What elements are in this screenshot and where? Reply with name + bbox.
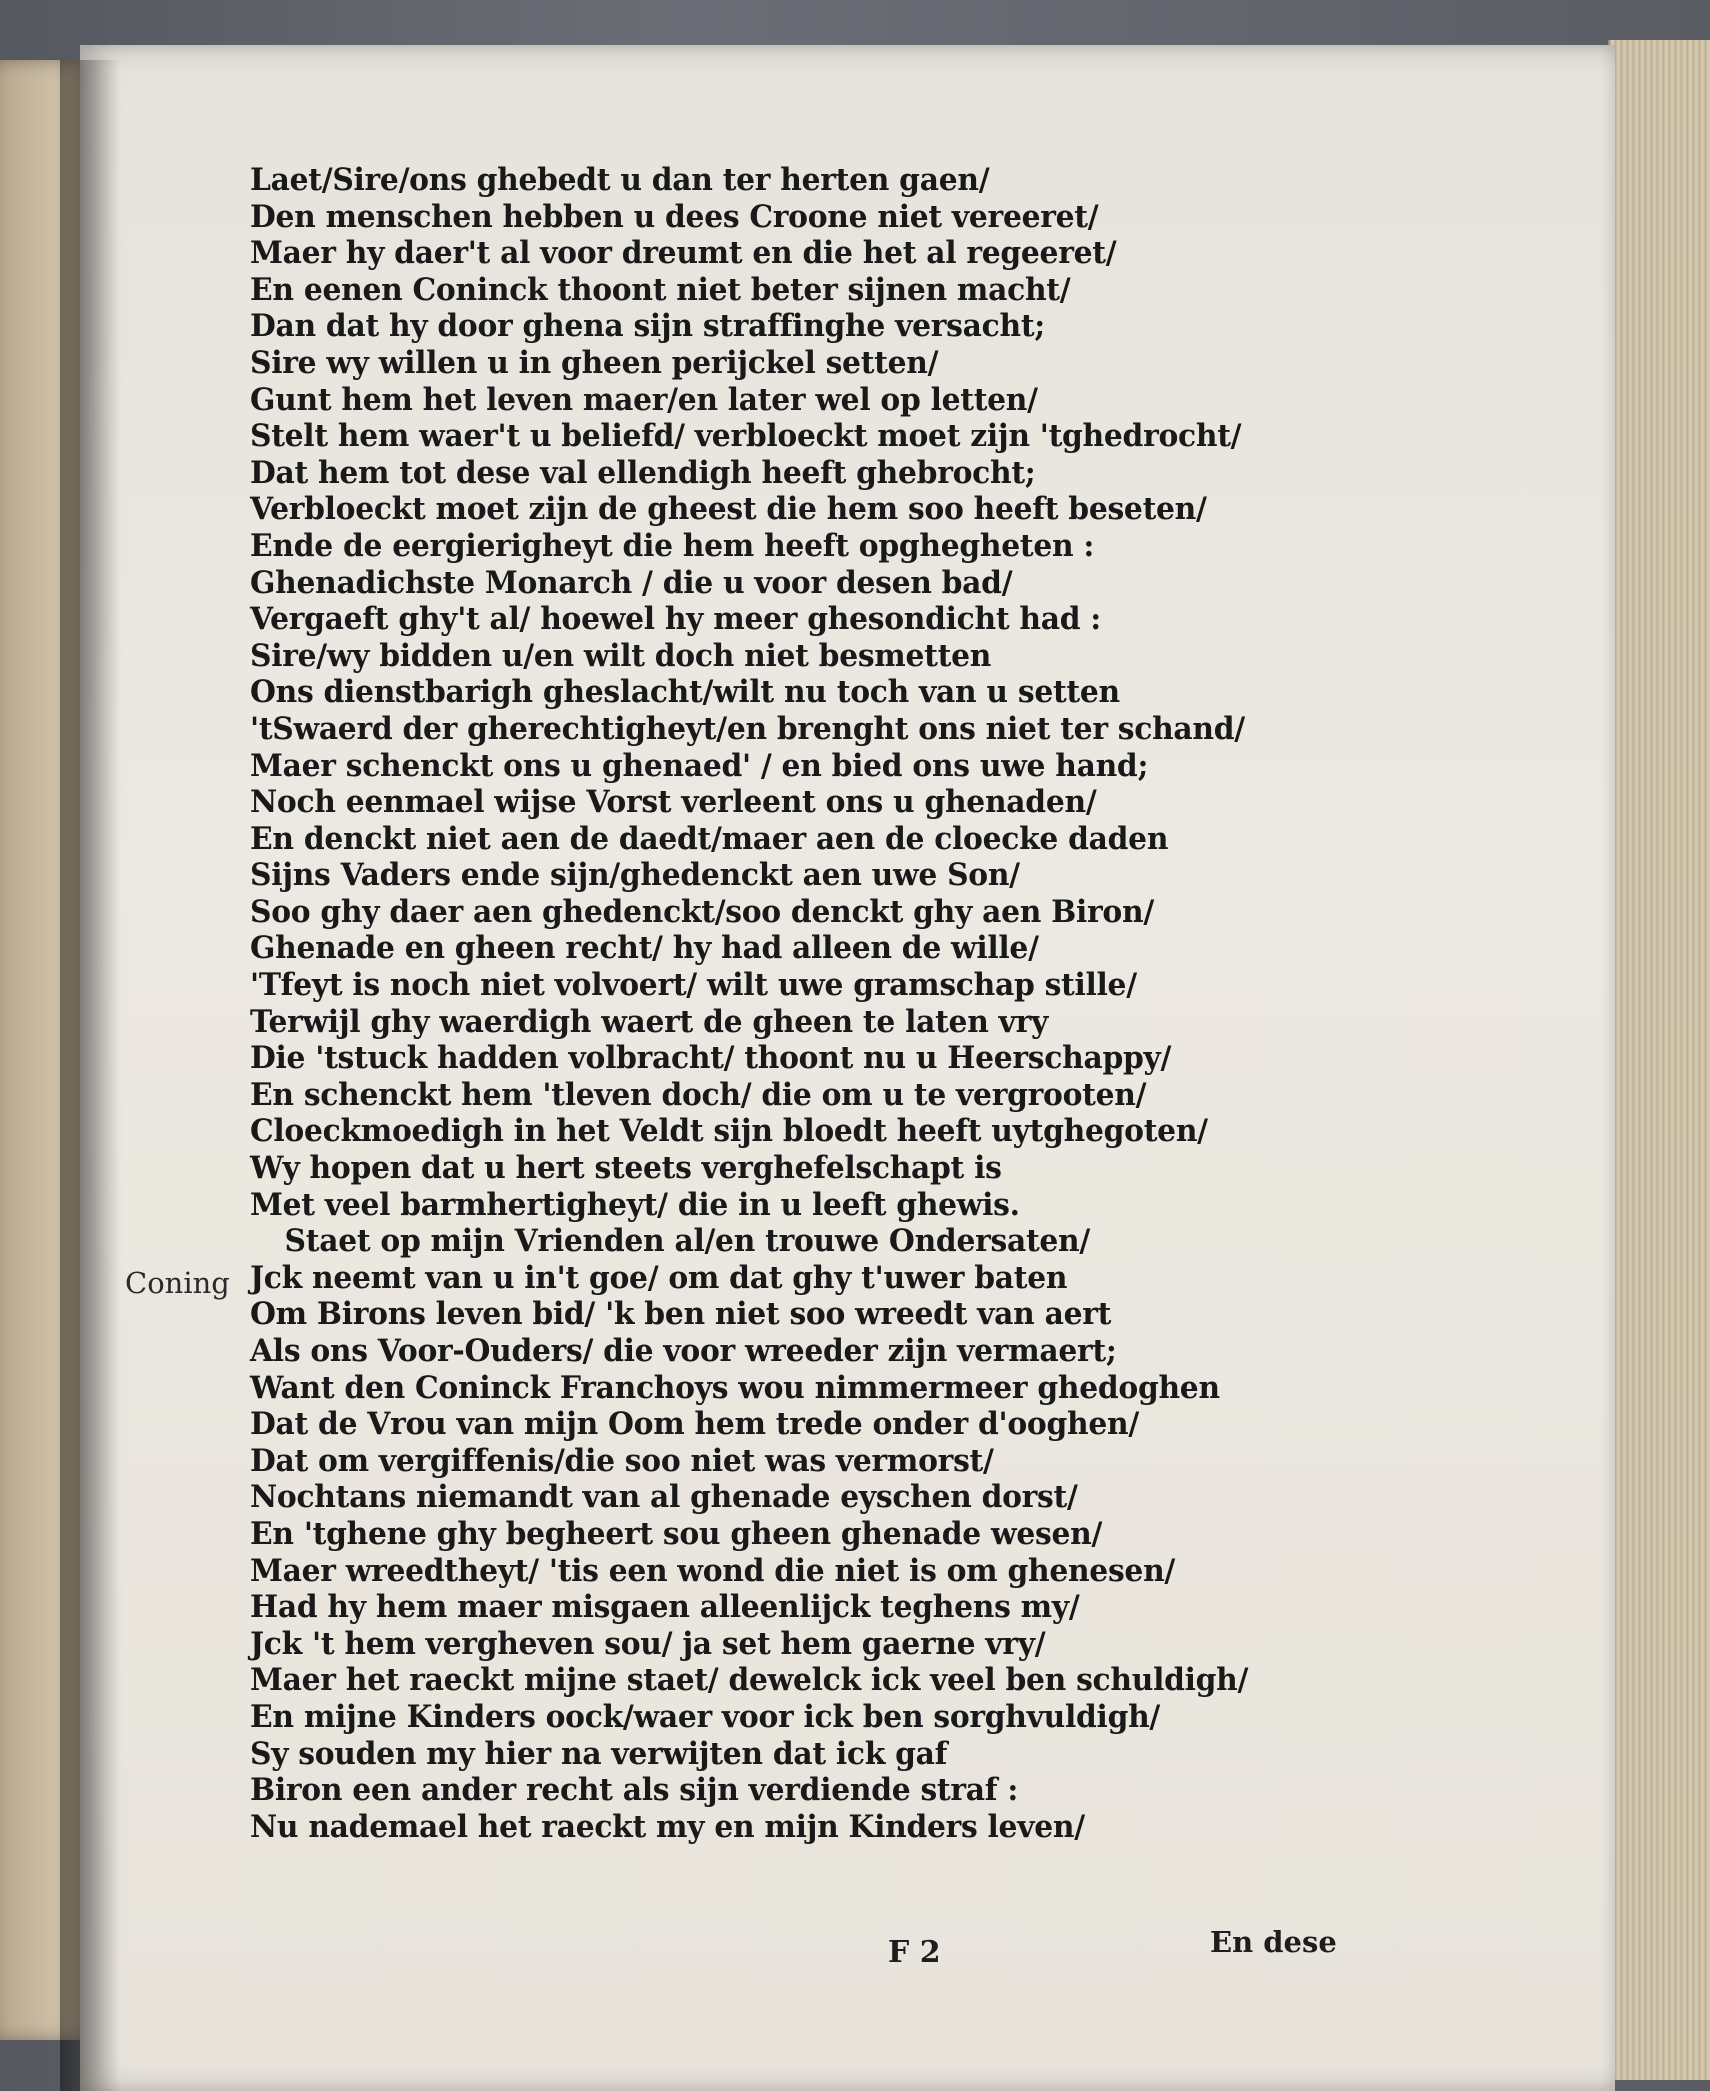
verse-line: Gunt hem het leven maer/en later wel op letten/ — [250, 381, 1038, 418]
verse-line: Maer hy daer't al voor dreumt en die het al regeeret/ — [250, 235, 1117, 272]
verse-line: Noch eenmael wijse Vorst verleent ons u ghenaden/ — [250, 784, 1097, 821]
verse-line: Cloeckmoedigh in het Veldt sijn bloedt heeft uytghegoten/ — [250, 1113, 1208, 1150]
verse-line: Dat om vergiffenis/die soo niet was vermorst/ — [250, 1442, 994, 1479]
verse-line: Maer wreedtheyt/ 'tis een wond die niet is om ghenesen/ — [250, 1552, 1176, 1589]
verse-line: Sy souden my hier na verwijten dat ick gaf — [250, 1735, 948, 1772]
verse-line: Dat de Vrou van mijn Oom hem trede onder d'ooghen/ — [250, 1406, 1139, 1443]
verse-line: Want den Coninck Franchoys wou nimmermeer ghedoghen — [250, 1369, 1220, 1406]
speaker-label: Coning — [125, 1266, 230, 1300]
spine-shadow — [60, 60, 120, 2091]
verse-line: Ghenade en gheen recht/ hy had alleen de wille/ — [250, 930, 1039, 967]
verse-line: En eenen Coninck thoont niet beter sijnen macht/ — [250, 271, 1071, 308]
verse-line: Den menschen hebben u dees Croone niet vereeret/ — [250, 198, 1099, 235]
verse-line: En mijne Kinders oock/waer voor ick ben sorghvuldigh/ — [250, 1698, 1161, 1735]
verse-line: Dat hem tot dese val ellendigh heeft ghebrocht; — [250, 454, 1036, 491]
verse-line: Nochtans niemandt van al ghenade eyschen dorst/ — [250, 1479, 1078, 1516]
verse-line: Sijns Vaders ende sijn/ghedenckt aen uwe Son/ — [250, 857, 1020, 894]
verse-line: Om Birons leven bid/ 'k ben niet soo wreedt van aert — [250, 1296, 1112, 1333]
verse-line: Die 'tstuck hadden volbracht/ thoont nu u Heerschappy/ — [250, 1040, 1172, 1077]
verse-line: Had hy hem maer misgaen alleenlijck teghens my/ — [250, 1589, 1080, 1626]
verse-line: Ende de eergierigheyt die hem heeft opghegheten : — [250, 527, 1095, 564]
verse-line: Ghenadichste Monarch / die u voor desen bad/ — [250, 564, 1013, 601]
verse-line: Ons dienstbarigh gheslacht/wilt nu toch van u setten — [250, 674, 1120, 711]
verse-line: Jck 't hem vergheven sou/ ja set hem gaerne vry/ — [250, 1625, 1046, 1662]
verse-line: Jck neemt van u in't goe/ om dat ghy t'uwer baten — [250, 1259, 1068, 1296]
verse-line: Sire/wy bidden u/en wilt doch niet besmetten — [250, 637, 992, 674]
verse-line: 'Tfeyt is noch niet volvoert/ wilt uwe gramschap stille/ — [250, 967, 1137, 1004]
verse-line: Maer het raeckt mijne staet/ dewelck ick veel ben schuldigh/ — [250, 1662, 1249, 1699]
verse-line: Dan dat hy door ghena sijn straffinghe versacht; — [250, 308, 1045, 345]
verse-line: Met veel barmhertigheyt/ die in u leeft ghewis. — [250, 1186, 1020, 1223]
page-edges — [1608, 40, 1710, 2080]
verse-line: Laet/Sire/ons ghebedt u dan ter herten gaen/ — [250, 162, 990, 198]
verse-line: Maer schenckt ons u ghenaed' / en bied ons uwe hand; — [250, 747, 1149, 784]
verse-line: Soo ghy daer aen ghedenckt/soo denckt ghy aen Biron/ — [250, 893, 1154, 930]
verse-line: En denckt niet aen de daedt/maer aen de cloecke daden — [250, 820, 1169, 857]
verse-line: Nu nademael het raeckt my en mijn Kinders leven/ — [250, 1808, 1085, 1845]
verse-text — [250, 162, 1400, 1845]
verse-line: Biron een ander recht als sijn verdiende straf : — [250, 1772, 1019, 1809]
signature-mark: F 2 — [888, 1935, 941, 1970]
verse-line: Staet op mijn Vrienden al/en trouwe Ondersaten/ — [284, 1223, 1090, 1260]
verse-line: Verbloeckt moet zijn de gheest die hem soo heeft beseten/ — [250, 491, 1207, 528]
verse-line: Terwijl ghy waerdigh waert de gheen te laten vry — [250, 1003, 1049, 1040]
verse-line: Als ons Voor-Ouders/ die voor wreeder zijn vermaert; — [250, 1333, 1117, 1369]
verse-line: En schenckt hem 'tleven doch/ die om u te vergrooten/ — [250, 1076, 1147, 1113]
verse-line: Stelt hem waer't u beliefd/ verbloeckt moet zijn 'tghedrocht/ — [250, 418, 1242, 455]
verse-line: Sire wy willen u in gheen perijckel setten/ — [250, 344, 939, 381]
verse-line: Vergaeft ghy't al/ hoewel hy meer ghesondicht had : — [250, 601, 1102, 638]
catchword: En dese — [1210, 1925, 1337, 1959]
verse-line: En 'tghene ghy begheert sou gheen ghenade wesen/ — [250, 1515, 1103, 1552]
verse-line: Wy hopen dat u hert steets verghefelschapt is — [250, 1150, 1002, 1187]
verse-line: 'tSwaerd der gherechtigheyt/en brenght ons niet ter schand/ — [250, 710, 1245, 747]
